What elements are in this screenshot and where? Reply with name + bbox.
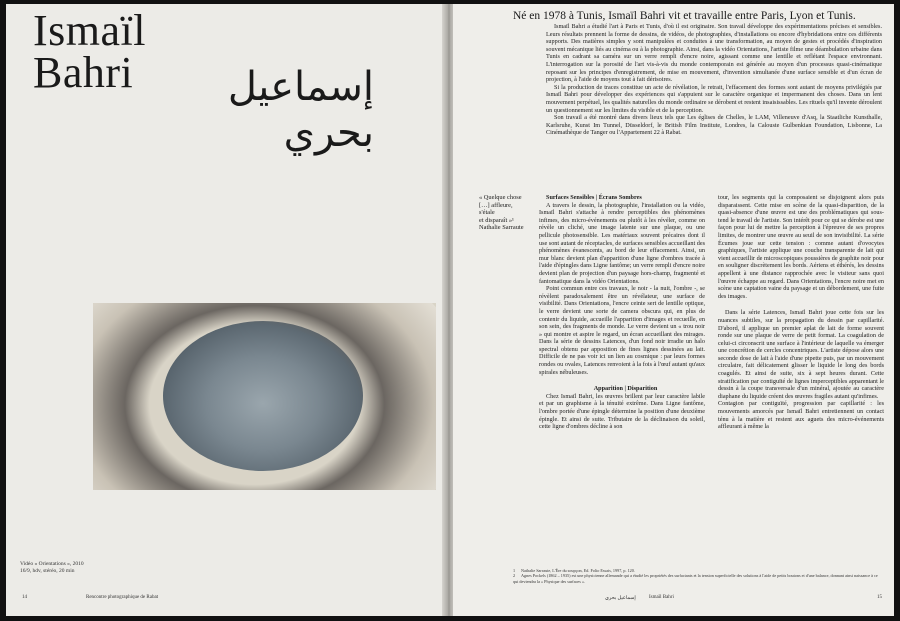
caption-line: 16/9, hdv, stéréo, 20 min [20,568,75,574]
essay-paragraph: Point commun entre ces travaux, le noir - la nuit, l'ombre -, se révèlent paradoxalement être un révélateur, une surface de visibilité. Dans Orientations, l'encre ceinte sert de lentille optique, le verre devient une sorte de camera obscura qui, en plus de contenir du liquide, accueille l'apparition d'images et recueille, en son sein, des fragments de monde. Le verre devient un « trou noir » qui montre et aspire le regard, un écran accueillant des mirages. Dans la série de dessins Latences, d'un fond noir irradie un halo spectral obtenu par apposition de fines lignes dessinées au lait. Difficile de ne pas voir ici un lien au cosmique : par leurs formes rondes ou ovales, Latences renvoient à la fois à l'œuf autant qu'aux spirales nébuleuses. [539,285,705,376]
intro-paragraph: Son travail a été montré dans divers lieux tels que Les églises de Chelles, le LAM, Villeneuve d'Asq, la Staatliche Kunsthalle, Karlsruhe, Kunst Im Tunnel, Düsseldorf, le British Film Institute, Londres, la Calouste Gulbenkian Foundation, Lisbonne, La Cinémathèque de Tanger ou l'Appartement 22 à Rabat. [546,114,882,137]
folio-artist-name: Ismaïl Bahri [649,595,674,600]
footnote: 2 Agnes Pockels (1862 – 1935) est une physicienne allemande qui a étudié les propriétés des surfactants et la tension superficielle des solutions à l'aide de petits boutons et d'une balance, donnant ainsi naissance à ce qui deviendra la « Physique des surfaces ». [513,573,878,584]
essay-column-2 [718,194,884,431]
title-line-last: Bahri [33,48,134,97]
quote-line: et disparaît »¹ [479,216,514,224]
video-still-photo [93,303,436,490]
essay-column-1 [539,194,705,431]
section-heading: Apparition | Disparition [593,385,658,393]
folio-publication: Rencontre photographique de Rabat [86,595,159,600]
intro-paragraph: Ismaïl Bahri a étudié l'art à Paris et Tunis, d'où il est originaire. Son travail développe des expérimentations précises et sensibles. Leurs résultats prennent la forme de dessins, de vidéos, de photographies, d'installations ou encore d'hybridations entre ces différents supports. Des matières simples y sont manipulées et conduites à une transformation, au moyen de gestes et procédés d'inspiration souvent mécanique liés au cinéma ou à la photographie. Ainsi, dans la vidéo Orientations, l'artiste filme une déambulation urbaine dans Tunis en cadrant sa caméra sur un verre rempli d'encre noire, agissant comme une lentille et reflétant l'espace environnant. L'interrogation sur la porosité de l'art vis-à-vis du monde contemporain est générée au moyen d'un processus quasi-cinématique reposant sur les principes d'enregistrement, de mise en mouvement, d'invention simultanée d'une surface sensible et d'un écran de projection, à l'aide de moyens tout à fait dérisoires. [546,23,882,84]
caption-line: Vidéo « Orientations », 2010 [20,561,84,567]
intro-paragraph: Si la production de traces constitue un acte de révélation, le retrait, l'effacement des formes sont autant de moyens privilégiés par Ismaïl Bahri pour développer des expériences qui s'appuient sur le caractère organique et impermanent des choses. Dans un lent mouvement perpétuel, les qualités naturelles du monde ordinaire se dérobent et restent insaisissables. Les rituels qu'il invente déroulent un questionnement sur les limites du visible et de la perception. [546,83,882,114]
artist-name-title [33,6,146,97]
quote-author: Nathalie Sarraute [479,224,524,232]
arabic-line-first: إسماعيل [227,64,374,110]
intro-text [546,23,882,137]
arabic-line-last: بحري [283,110,374,156]
page-number-left: 14 [22,595,27,600]
quote-line: s'étale [479,209,495,217]
right-page [453,4,894,616]
magazine-spread [6,4,894,616]
arabic-name [228,64,374,156]
photo-glass-rim [93,303,436,490]
essay-paragraph: Dans la série Latences, Ismaïl Bahri joue cette fois sur les nuances subtiles, sur la propagation du dessin par capillarité. D'abord, il applique un premier aplat de lait de forme souvent ronde sur une plaque de verre de petit format. La coagulation de celui-ci circonscrit une surface à l'intérieur de laquelle va émerger une concrétion de cercles concentriques. L'artiste dépose alors une seconde dose de lait à l'aide d'une pipette puis, par un mouvement circulaire, fait délicatement glisser le liquide le long des bords coagulés. Et ainsi de suite, six à sept heures durant. Cette stratification par contiguïté de lignes imperceptibles apparentant le dessin à la coupe transversale d'un minéral, ajoutée au caractère diaphane du liquide créent des œuvres fragiles autant qu'infimes. [718,309,884,400]
epigraph-quote [479,194,537,232]
quote-line: « Quelque chose [479,194,522,201]
essay-paragraph: tour, les segments qui la composaient se disjoignent alors puis disparaissent. Cette mise en scène de la quasi-disparition, de la quasi-absence d'une œuvre est une des problématiques qui sous-tend le travail de l'artiste. Son intérêt pour ce qui se dérobe est une façon pour lui de mettre la perception à l'épreuve de ses propres limites, de montrer une œuvre au seuil de son invisibilité. La série Écumes joue sur cette tension : comme autant d'ovocytes graphiques, l'artiste applique une couche transparente de lait qui vient accueillir de microscopiques poussières de graphite noir pour en souligner discrètement les bords. Aériens et éthérés, les dessins appellent à une distance rapprochée avec le visiteur sans quoi l'œuvre échappe au regard. Dans Orientations, l'encre noire met en scène une captation vaine du paysage et un débordement, une fuite des images. [718,194,884,300]
section-heading: Surfaces Sensibles | Écrans Sombres [546,194,642,201]
page-number-right: 15 [877,595,882,600]
footnote: 1 Nathalie Sarraute, L'Ère du soupçon, Ed. Folio Essais, 1997, p. 120. [513,568,635,573]
essay-paragraph: Contagion par contiguïté, progression par capillarité : les mouvements amorcés par Ismaïl Bahri entretiennent un contact ténu à la matière et restent aux aguets des micro-événements affleurant à même la [718,400,884,431]
folio-arabic-name: إسماعيل بحري [605,596,636,601]
left-page [6,4,446,616]
footnotes [513,568,883,584]
essay-paragraph: A travers le dessin, la photographie, l'installation ou la vidéo, Ismaïl Bahri s'attache à rendre perceptibles des phénomènes infimes, des micro-événements ou plutôt à les révéler, comme on révèle un cliché, une image latente sur une plaque, ou une pellicule photosensible. Les matériaux souvent précaires dont il use sont autant de réceptacles, de surfaces sensibles accueillant des phénomènes évanescents, au bord de leur effacement. Ainsi, un mur blanc devient plan d'apparition d'une ligne d'ombres tracée à l'aide d'épingles dans Ligne fantôme; un verre rempli d'encre noire devient plan de projection d'un paysage hors-champ, fragmenté et fantomatique dans la vidéo Orientations. [539,201,705,285]
quote-line: […] affleure, [479,201,513,209]
title-line-first: Ismaïl [33,6,146,55]
bio-headline: Né en 1978 à Tunis, Ismaïl Bahri vit et travaille entre Paris, Lyon et Tunis. [513,10,856,22]
photo-caption [20,561,84,575]
essay-paragraph: Chez Ismaïl Bahri, les œuvres brillent par leur caractère labile et par un graphisme à la ténuité extrême. Dans Ligne fantôme, l'ombre portée d'une épingle détermine la position d'une deuxième épingle. Et ainsi de suite. Tributaire de la déclinaison du soleil, cette ligne d'ombres décline à son [539,392,705,431]
